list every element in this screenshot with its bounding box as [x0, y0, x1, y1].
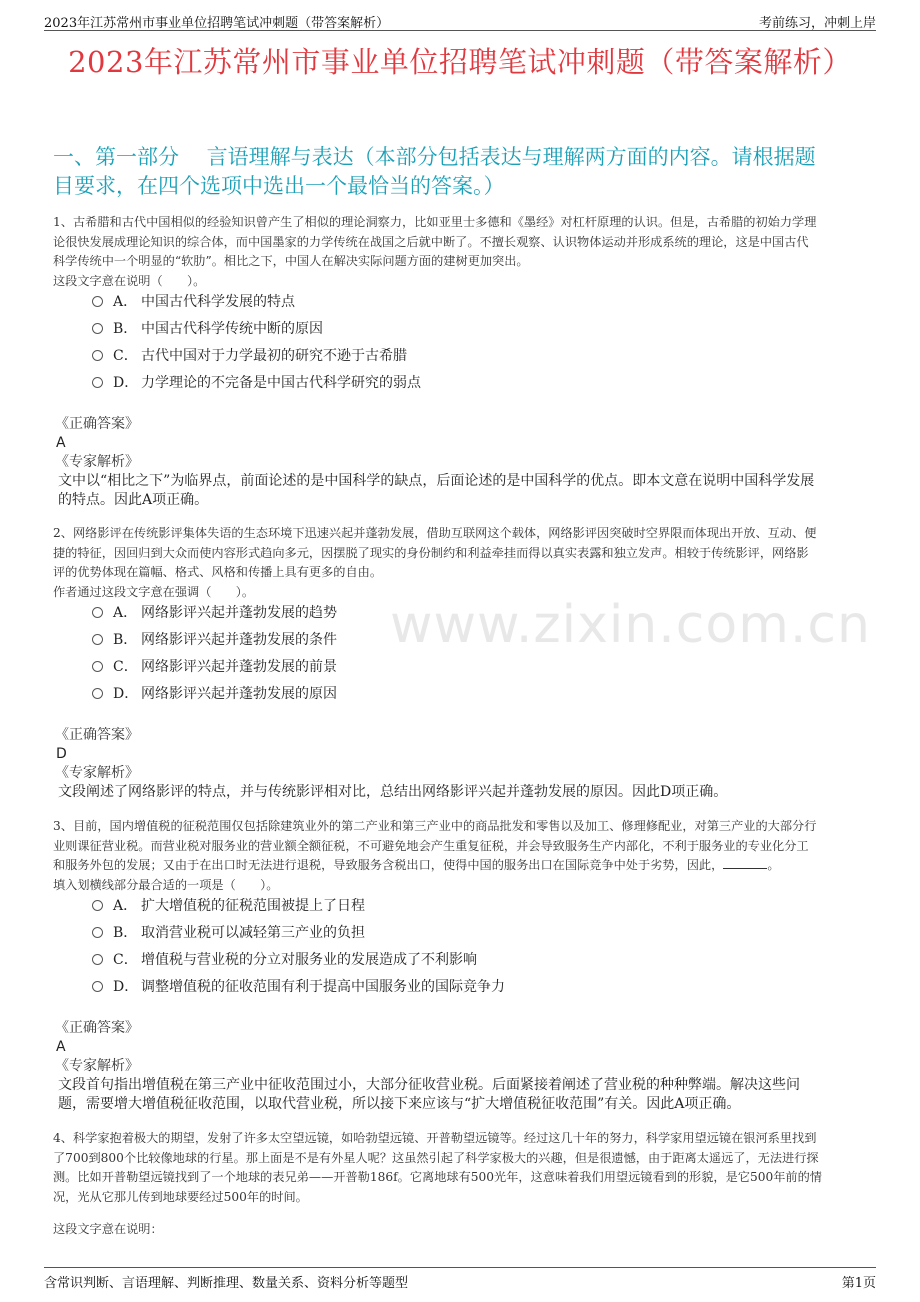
radio-icon[interactable] [92, 296, 103, 307]
answer-label: 《正确答案》 [55, 416, 139, 432]
analysis-text: 题，需要增大增值税征收范围，以取代营业税，所以接下来应该与“扩大增值税征收范围”有关。因此A项正确。 [58, 1096, 741, 1112]
option-d[interactable]: D． 力学理论的不完备是中国古代科学研究的弱点 [92, 370, 852, 397]
question-1-stem [53, 213, 873, 291]
option-a[interactable]: A． 网络影评兴起并蓬勃发展的趋势 [92, 600, 852, 627]
question-2-options [92, 600, 852, 708]
question-text: 4、科学家抱着极大的期望，发射了许多太空望远镜，如哈勃望远镜、开普勒望远镜等。经过这几十年的努力，科学家用望远镜在银河系里找到 [53, 1131, 817, 1145]
watermark: www.zixin.com.cn [390, 595, 871, 655]
radio-icon[interactable] [92, 323, 103, 334]
question-text: 况，光从它那儿传到地球要经过500年的时间。 [53, 1189, 308, 1204]
answer-label: 《正确答案》 [55, 1020, 139, 1036]
option-a[interactable]: A． 中国古代科学发展的特点 [92, 289, 852, 316]
option-c[interactable]: C． 增值税与营业税的分立对服务业的发展造成了不利影响 [92, 947, 852, 974]
radio-icon[interactable] [92, 927, 103, 938]
question-text: 评的优势体现在篇幅、格式、风格和传播上具有更多的自由。 [53, 565, 383, 579]
question-2-answer [55, 726, 875, 802]
option-d[interactable]: D． 网络影评兴起并蓬勃发展的原因 [92, 681, 852, 708]
fill-in-blank [723, 856, 767, 869]
header-doc-title: 2023年江苏常州市事业单位招聘笔试冲刺题（带答案解析） [44, 16, 390, 31]
section-heading [53, 143, 873, 201]
radio-icon[interactable] [92, 350, 103, 361]
question-text: 和服务外包的发展；又由于在出口时无法进行退税，导致服务含税出口，使得中国的服务出口在国际竞争中处于劣势，因此， 。 [53, 858, 780, 872]
option-b[interactable]: B． 中国古代科学传统中断的原因 [92, 316, 852, 343]
option-a[interactable]: A． 扩大增值税的征税范围被提上了日程 [92, 893, 852, 920]
analysis-label: 《专家解析》 [55, 765, 139, 781]
analysis-text: 文中以“相比之下”为临界点，前面论述的是中国科学的缺点，后面论述的是中国科学的优点。即本文意在说明中国科学发展 [58, 473, 815, 489]
radio-icon[interactable] [92, 661, 103, 672]
question-text: 业则课征营业税。而营业税对服务业的营业额全额征税，不可避免地会产生重复征税，并会导致服务生产内部化，不利于服务业的专业化分工 [53, 838, 809, 853]
page-title: 2023年江苏常州市事业单位招聘笔试冲刺题（带答案解析） [68, 45, 852, 79]
radio-icon[interactable] [92, 900, 103, 911]
question-text: 捷的特征，因回归到大众而使内容形式趋向多元，因摆脱了现实的身份制约和利益牵挂而得以真实表露和独立发声。相较于传统影评，网络影 [53, 545, 809, 560]
answer-value: D [56, 746, 67, 762]
radio-icon[interactable] [92, 377, 103, 388]
question-prompt: 填入划横线部分最合适的一项是（ ）。 [53, 877, 279, 892]
footer-note: 含常识判断、言语理解、判断推理、数量关系、资料分析等题型 [44, 1276, 409, 1291]
question-text: 科学传统中一个明显的“软肋”。相比之下，中国人在解决实际问题方面的建树更加突出。 [53, 254, 529, 268]
section-heading-line: 一、第一部分 言语理解与表达（本部分包括表达与理解两方面的内容。请根据题 [53, 145, 816, 169]
option-d[interactable]: D． 调整增值税的征收范围有利于提高中国服务业的国际竞争力 [92, 974, 852, 1001]
question-prompt: 作者通过这段文字意在强调（ ）。 [53, 584, 255, 599]
question-prompt: 这段文字意在说明（ ）。 [53, 273, 206, 288]
question-text: 论很快发展成理论知识的综合体，而中国墨家的力学传统在战国之后就中断了。不擅长观察、认识物体运动并形成系统的理论，这是中国古代 [53, 234, 809, 249]
question-3-stem [53, 817, 873, 895]
option-b[interactable]: B． 取消营业税可以减轻第三产业的负担 [92, 920, 852, 947]
question-text: 2、网络影评在传统影评集体失语的生态环境下迅速兴起并蓬勃发展，借助互联网这个载体，网络影评因突破时空界限而体现出开放、互动、便 [53, 526, 817, 540]
option-c[interactable]: C． 古代中国对于力学最初的研究不逊于古希腊 [92, 343, 852, 370]
option-c[interactable]: C． 网络影评兴起并蓬勃发展的前景 [92, 654, 852, 681]
question-1-answer [55, 415, 875, 510]
question-text: 了700到800个比较像地球的行星。那上面是不是有外星人呢？这虽然引起了科学家极大的兴趣，但是很遗憾，由于距离太遥远了，无法进行探 [53, 1150, 819, 1165]
radio-icon[interactable] [92, 688, 103, 699]
analysis-label: 《专家解析》 [55, 1058, 139, 1074]
page-footer [44, 1267, 876, 1291]
option-b[interactable]: B． 网络影评兴起并蓬勃发展的条件 [92, 627, 852, 654]
page-header [44, 10, 876, 31]
section-heading-line: 目要求，在四个选项中选出一个最恰当的答案。） [53, 174, 505, 198]
answer-label: 《正确答案》 [55, 727, 139, 743]
header-slogan: 考前练习，冲刺上岸 [758, 16, 876, 31]
analysis-text: 的特点。因此A项正确。 [58, 492, 209, 508]
question-3-options [92, 893, 852, 1001]
question-text: 测。比如开普勒望远镜找到了一个地球的表兄弟——开普勒186f。它离地球有500光年，这意味着我们用望远镜看到的形貌，是它500年前的情 [53, 1170, 822, 1184]
question-4-stem [53, 1129, 873, 1207]
radio-icon[interactable] [92, 607, 103, 618]
question-3-answer [55, 1019, 875, 1114]
analysis-text: 文段首句指出增值税在第三产业中征收范围过小，大部分征收营业税。后面紧接着阐述了营业税的种种弊端。解决这些问 [58, 1077, 800, 1093]
radio-icon[interactable] [92, 954, 103, 965]
question-1-options [92, 289, 852, 397]
radio-icon[interactable] [92, 981, 103, 992]
question-text: 1、古希腊和古代中国相似的经验知识曾产生了相似的理论洞察力，比如亚里士多德和《墨经》对杠杆原理的认识。但是，古希腊的初始力学理 [53, 215, 817, 229]
analysis-text: 文段阐述了网络影评的特点，并与传统影评相对比，总结出网络影评兴起并蓬勃发展的原因。因此D项正确。 [58, 784, 728, 800]
question-text: 3、目前，国内增值税的征税范围仅包括除建筑业外的第二产业和第三产业中的商品批发和零售以及加工、修理修配业，对第三产业的大部分行 [53, 819, 817, 833]
answer-value: A [56, 435, 66, 451]
analysis-label: 《专家解析》 [55, 454, 139, 470]
question-2-stem [53, 524, 873, 602]
question-4-prompt: 这段文字意在说明： [53, 1222, 163, 1236]
answer-value: A [56, 1039, 66, 1055]
page-number: 第1页 [841, 1276, 876, 1291]
radio-icon[interactable] [92, 634, 103, 645]
